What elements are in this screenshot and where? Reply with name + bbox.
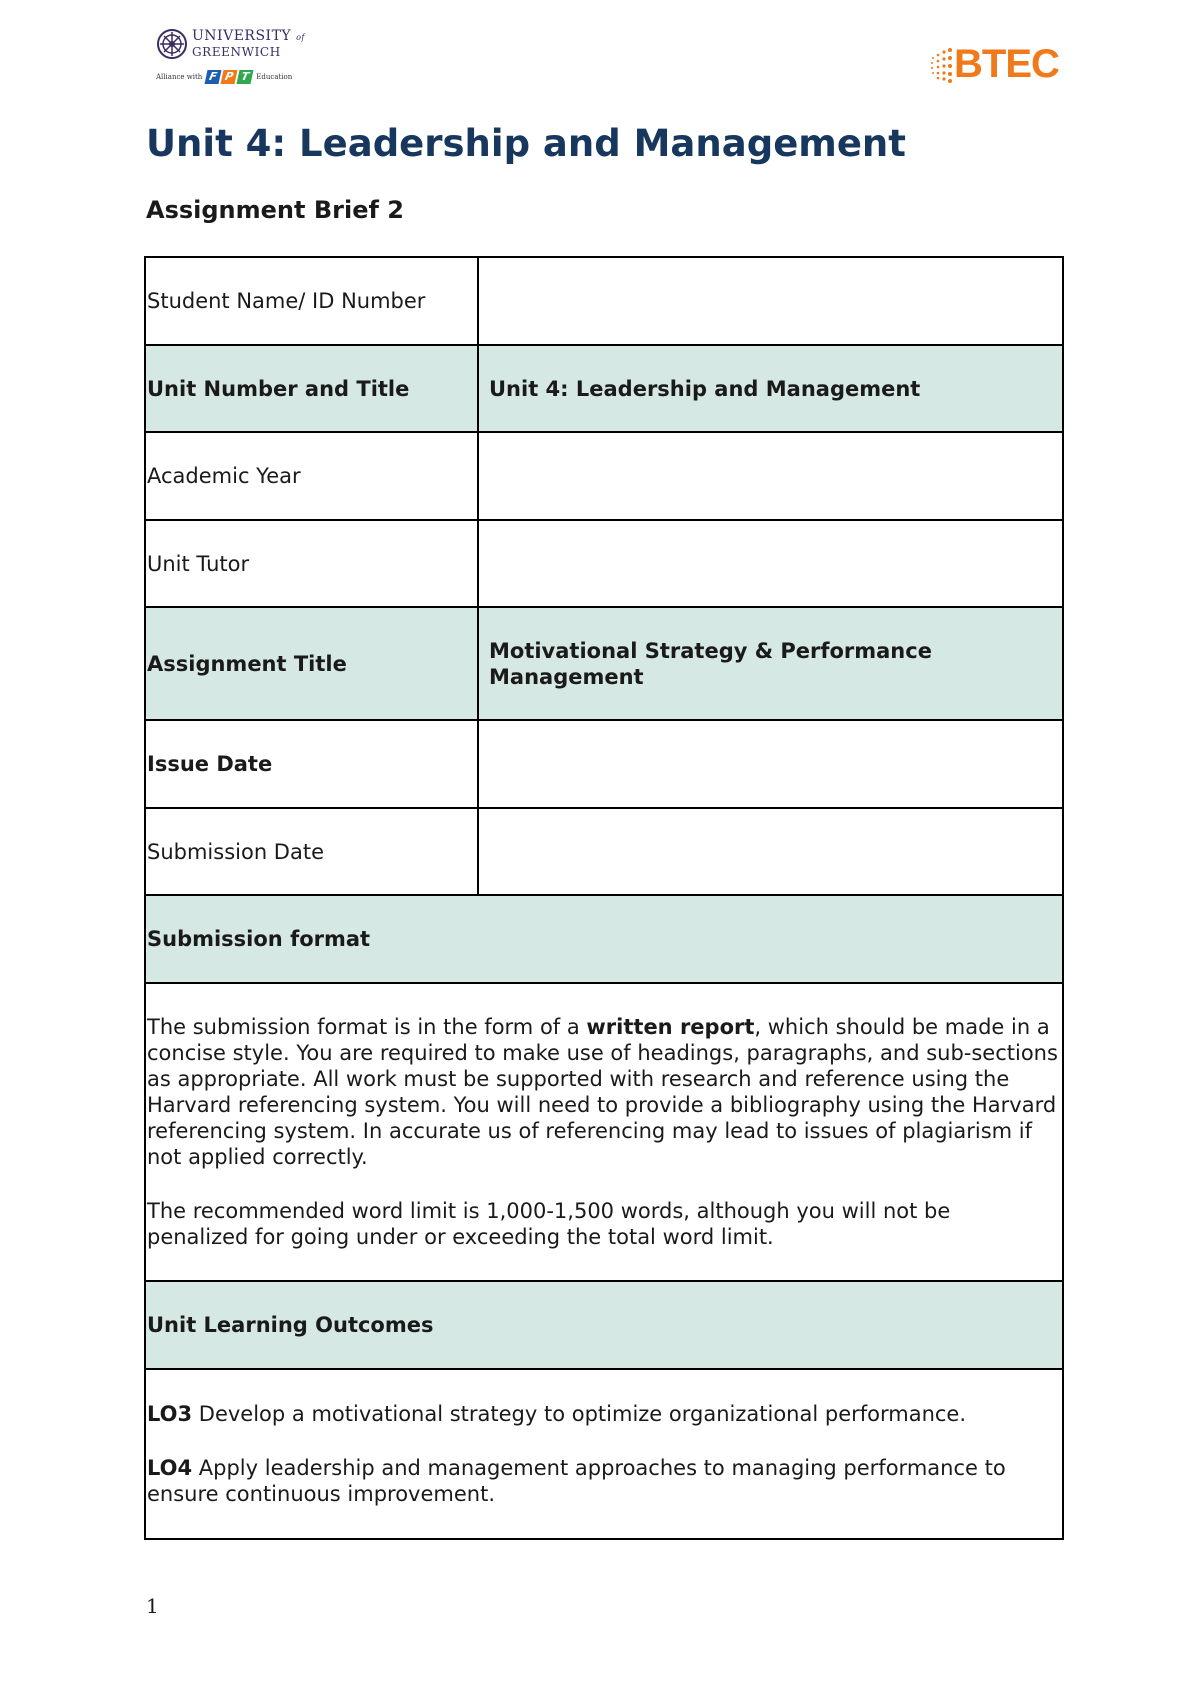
fpt-letter-t: T	[237, 70, 254, 84]
submission-format-paragraph-1	[147, 1014, 1058, 1170]
fpt-letter-f: F	[205, 70, 222, 84]
paragraph-text: , which should be made in a concise style. You are required to make use of headings, paragraphs, and sub-sections as appropriate. All work must be supported with research and reference using the Harvard referencing system. You will need to provide a bibliography using the Harvard referencing system. In accurate us of referencing may lead to issues of plagiarism if not applied correctly.	[147, 1015, 1058, 1169]
learning-outcome-lo3	[147, 1401, 1058, 1427]
btec-wordmark: BTEC	[954, 42, 1059, 86]
row-value	[478, 720, 1063, 808]
page-number: 1	[146, 1594, 159, 1618]
university-logo	[156, 28, 316, 102]
table-row-student-name	[145, 257, 1063, 345]
table-row-unit-number-title	[145, 345, 1063, 432]
row-value: Unit 4: Leadership and Management	[478, 345, 1063, 432]
university-name-of: of	[296, 33, 305, 42]
table-row-unit-tutor	[145, 520, 1063, 607]
row-label: Academic Year	[145, 432, 478, 520]
outcome-code: LO3	[147, 1402, 193, 1426]
row-value: Motivational Strategy & Performance Management	[478, 607, 1063, 720]
row-value	[478, 520, 1063, 607]
paragraph-bold-text: written report	[586, 1015, 755, 1039]
row-label: Submission Date	[145, 808, 478, 895]
submission-format-heading-row	[145, 895, 1063, 983]
fpt-logo	[206, 70, 252, 84]
submission-format-body	[145, 983, 1063, 1281]
university-name-line1: UNIVERSITY	[192, 28, 292, 44]
submission-format-body-row	[145, 983, 1063, 1281]
learning-outcome-lo4	[147, 1455, 1058, 1507]
learning-outcomes-heading-row	[145, 1281, 1063, 1369]
table-row-issue-date	[145, 720, 1063, 808]
row-label: Student Name/ ID Number	[145, 257, 478, 345]
alliance-suffix: Education	[256, 73, 293, 81]
row-label: Assignment Title	[145, 607, 478, 720]
outcome-code: LO4	[147, 1456, 193, 1480]
assignment-brief-table	[144, 256, 1064, 1540]
learning-outcomes-body	[145, 1369, 1063, 1539]
paragraph-text: The submission format is in the form of a	[147, 1015, 587, 1039]
table-row-submission-date	[145, 808, 1063, 895]
row-value	[478, 257, 1063, 345]
assignment-brief-title: Assignment Brief 2	[146, 196, 404, 224]
row-label: Unit Number and Title	[145, 345, 478, 432]
submission-format-paragraph-2: The recommended word limit is 1,000-1,500 words, although you will not be penalized for going under or exceeding the total word limit.	[147, 1199, 951, 1249]
table-row-assignment-title	[145, 607, 1063, 720]
row-label: Issue Date	[145, 720, 478, 808]
btec-dots-icon	[928, 44, 954, 84]
row-value	[478, 808, 1063, 895]
btec-logo	[928, 40, 1068, 88]
learning-outcomes-body-row	[145, 1369, 1063, 1539]
row-label: Unit Tutor	[145, 520, 478, 607]
submission-format-heading: Submission format	[145, 895, 1063, 983]
table-row-academic-year	[145, 432, 1063, 520]
alliance-prefix: Alliance with	[156, 73, 203, 81]
row-value	[478, 432, 1063, 520]
unit-title: Unit 4: Leadership and Management	[146, 122, 906, 165]
university-seal-icon	[156, 28, 188, 60]
learning-outcomes-heading: Unit Learning Outcomes	[145, 1281, 1063, 1369]
outcome-text: Develop a motivational strategy to optimize organizational performance.	[192, 1402, 967, 1426]
university-name-line2: GREENWICH	[192, 45, 281, 59]
fpt-letter-p: P	[221, 70, 238, 84]
outcome-text: Apply leadership and management approaches to managing performance to ensure continuous improvement.	[147, 1456, 1006, 1506]
